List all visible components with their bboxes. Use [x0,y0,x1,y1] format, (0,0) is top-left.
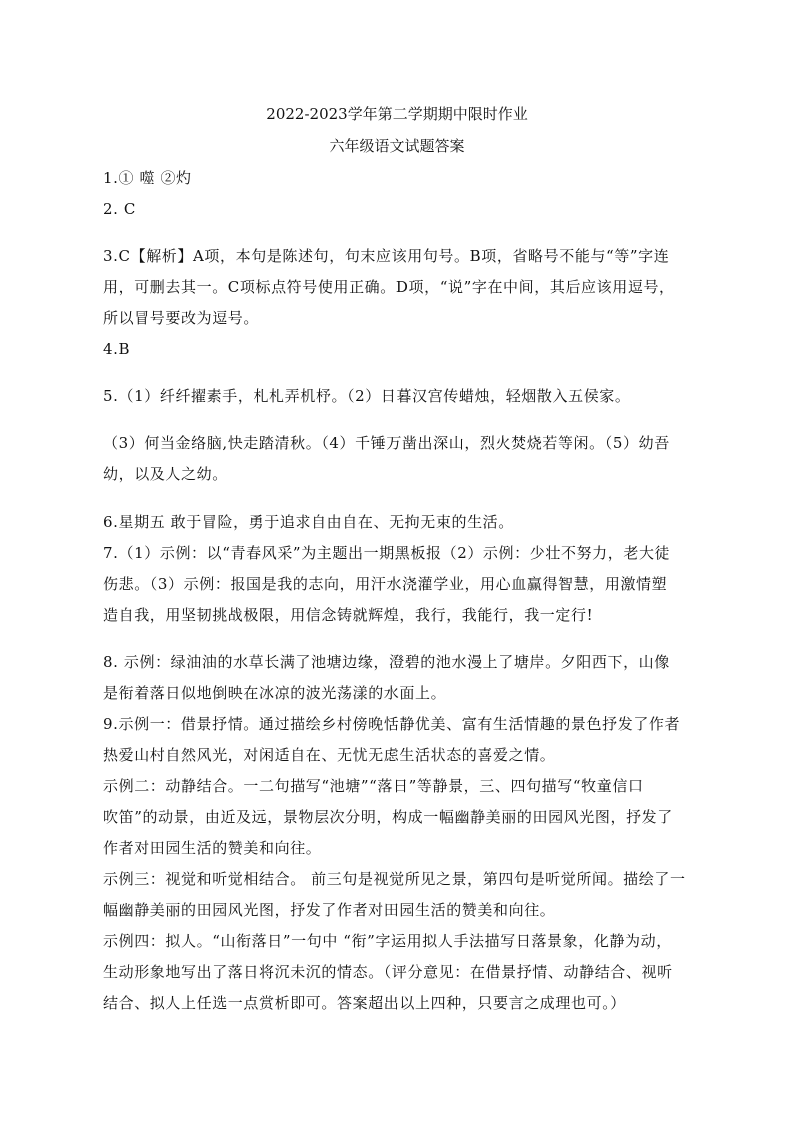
answer-9-line-5: 作者对田园生活的赞美和向往。 [103,839,322,857]
answer-9-line-6: 示例三：视觉和听觉相结合。 前三句是视觉所见之景，第四句是听觉所闻。描绘了一 [103,870,686,888]
answer-1: 1.① 噬 ②灼 [103,169,192,187]
answer-7-line-3: 造自我，用坚韧挑战极限，用信念铸就辉煌，我行，我能行，我一定行! [103,606,594,624]
document-title: 2022-2023学年第二学期期中限时作业 [266,105,528,123]
answer-8-line-2: 是衔着落日似地倒映在冰凉的波光荡漾的水面上。 [103,684,447,702]
answer-9-line-3: 示例二：动静结合。一二句描写“池塘”“落日”等静景，三、四句描写“牧童信口 [103,777,644,795]
answer-6: 6.星期五 敢于冒险，勇于追求自由自在、无拘无束的生活。 [103,513,514,531]
answer-9-line-7: 幅幽静美丽的田园风光图，抒发了作者对田园生活的赞美和向往。 [103,901,556,919]
answer-3-line-3: 所以冒号要改为逗号。 [103,309,260,327]
answer-9-line-1: 9.示例一：借景抒情。通过描绘乡村傍晚恬静优美、富有生活情趣的景色抒发了作者 [103,715,681,733]
answer-9-line-4: 吹笛”的动景，由近及远，景物层次分明，构成一幅幽静美丽的田园风光图，抒发了 [103,808,673,826]
answer-7-line-2: 伤悲。（3）示例：报国是我的志向，用汗水浇灌学业，用心血赢得智慧，用激情塑 [103,575,668,593]
answer-9-line-9: 生动形象地写出了落日将沉未沉的情态。（评分意见：在借景抒情、动静结合、视听 [103,963,673,981]
answer-9-line-8: 示例四：拟人。“山衔落日”一句中 “衔”字运用拟人手法描写日落景象，化静为动， [103,932,672,950]
answer-4: 4.B [103,340,131,358]
answer-7-line-1: 7.（1）示例：以“青春风采”为主题出一期黑板报（2）示例：少壮不努力，老大徒 [103,544,671,562]
answer-8-line-1: 8. 示例：绿油油的水草长满了池塘边缘，澄碧的池水漫上了塘岸。夕阳西下，山像 [103,653,670,671]
document-subtitle: 六年级语文试题答案 [329,137,465,155]
answer-9-line-2: 热爱山村自然风光，对闲适自在、无忧无虑生活状态的喜爱之情。 [103,746,556,764]
answer-5-line-3: 幼，以及人之幼。 [103,465,228,483]
answer-2: 2. C [103,200,136,218]
answer-5-line-2: （3）何当金络脑,快走踏清秋。（4）千锤万凿出深山，烈火焚烧若等闲。（5）幼吾 [103,434,670,452]
answer-9-line-10: 结合、拟人上任选一点赏析即可。答案超出以上四种，只要言之成理也可。） [103,994,626,1012]
answer-5-line-1: 5.（1）纤纤擢素手，札札弄机杼。（2）日暮汉宫传蜡烛，轻烟散入五侯家。 [103,387,631,405]
answer-3-line-1: 3.C【解析】A项，本句是陈述句，句末应该用句号。B项，省略号不能与“等”字连 [103,247,670,265]
answer-3-line-2: 用，可删去其一。C项标点符号使用正确。D项，“说”字在中间，其后应该用逗号， [103,278,675,296]
